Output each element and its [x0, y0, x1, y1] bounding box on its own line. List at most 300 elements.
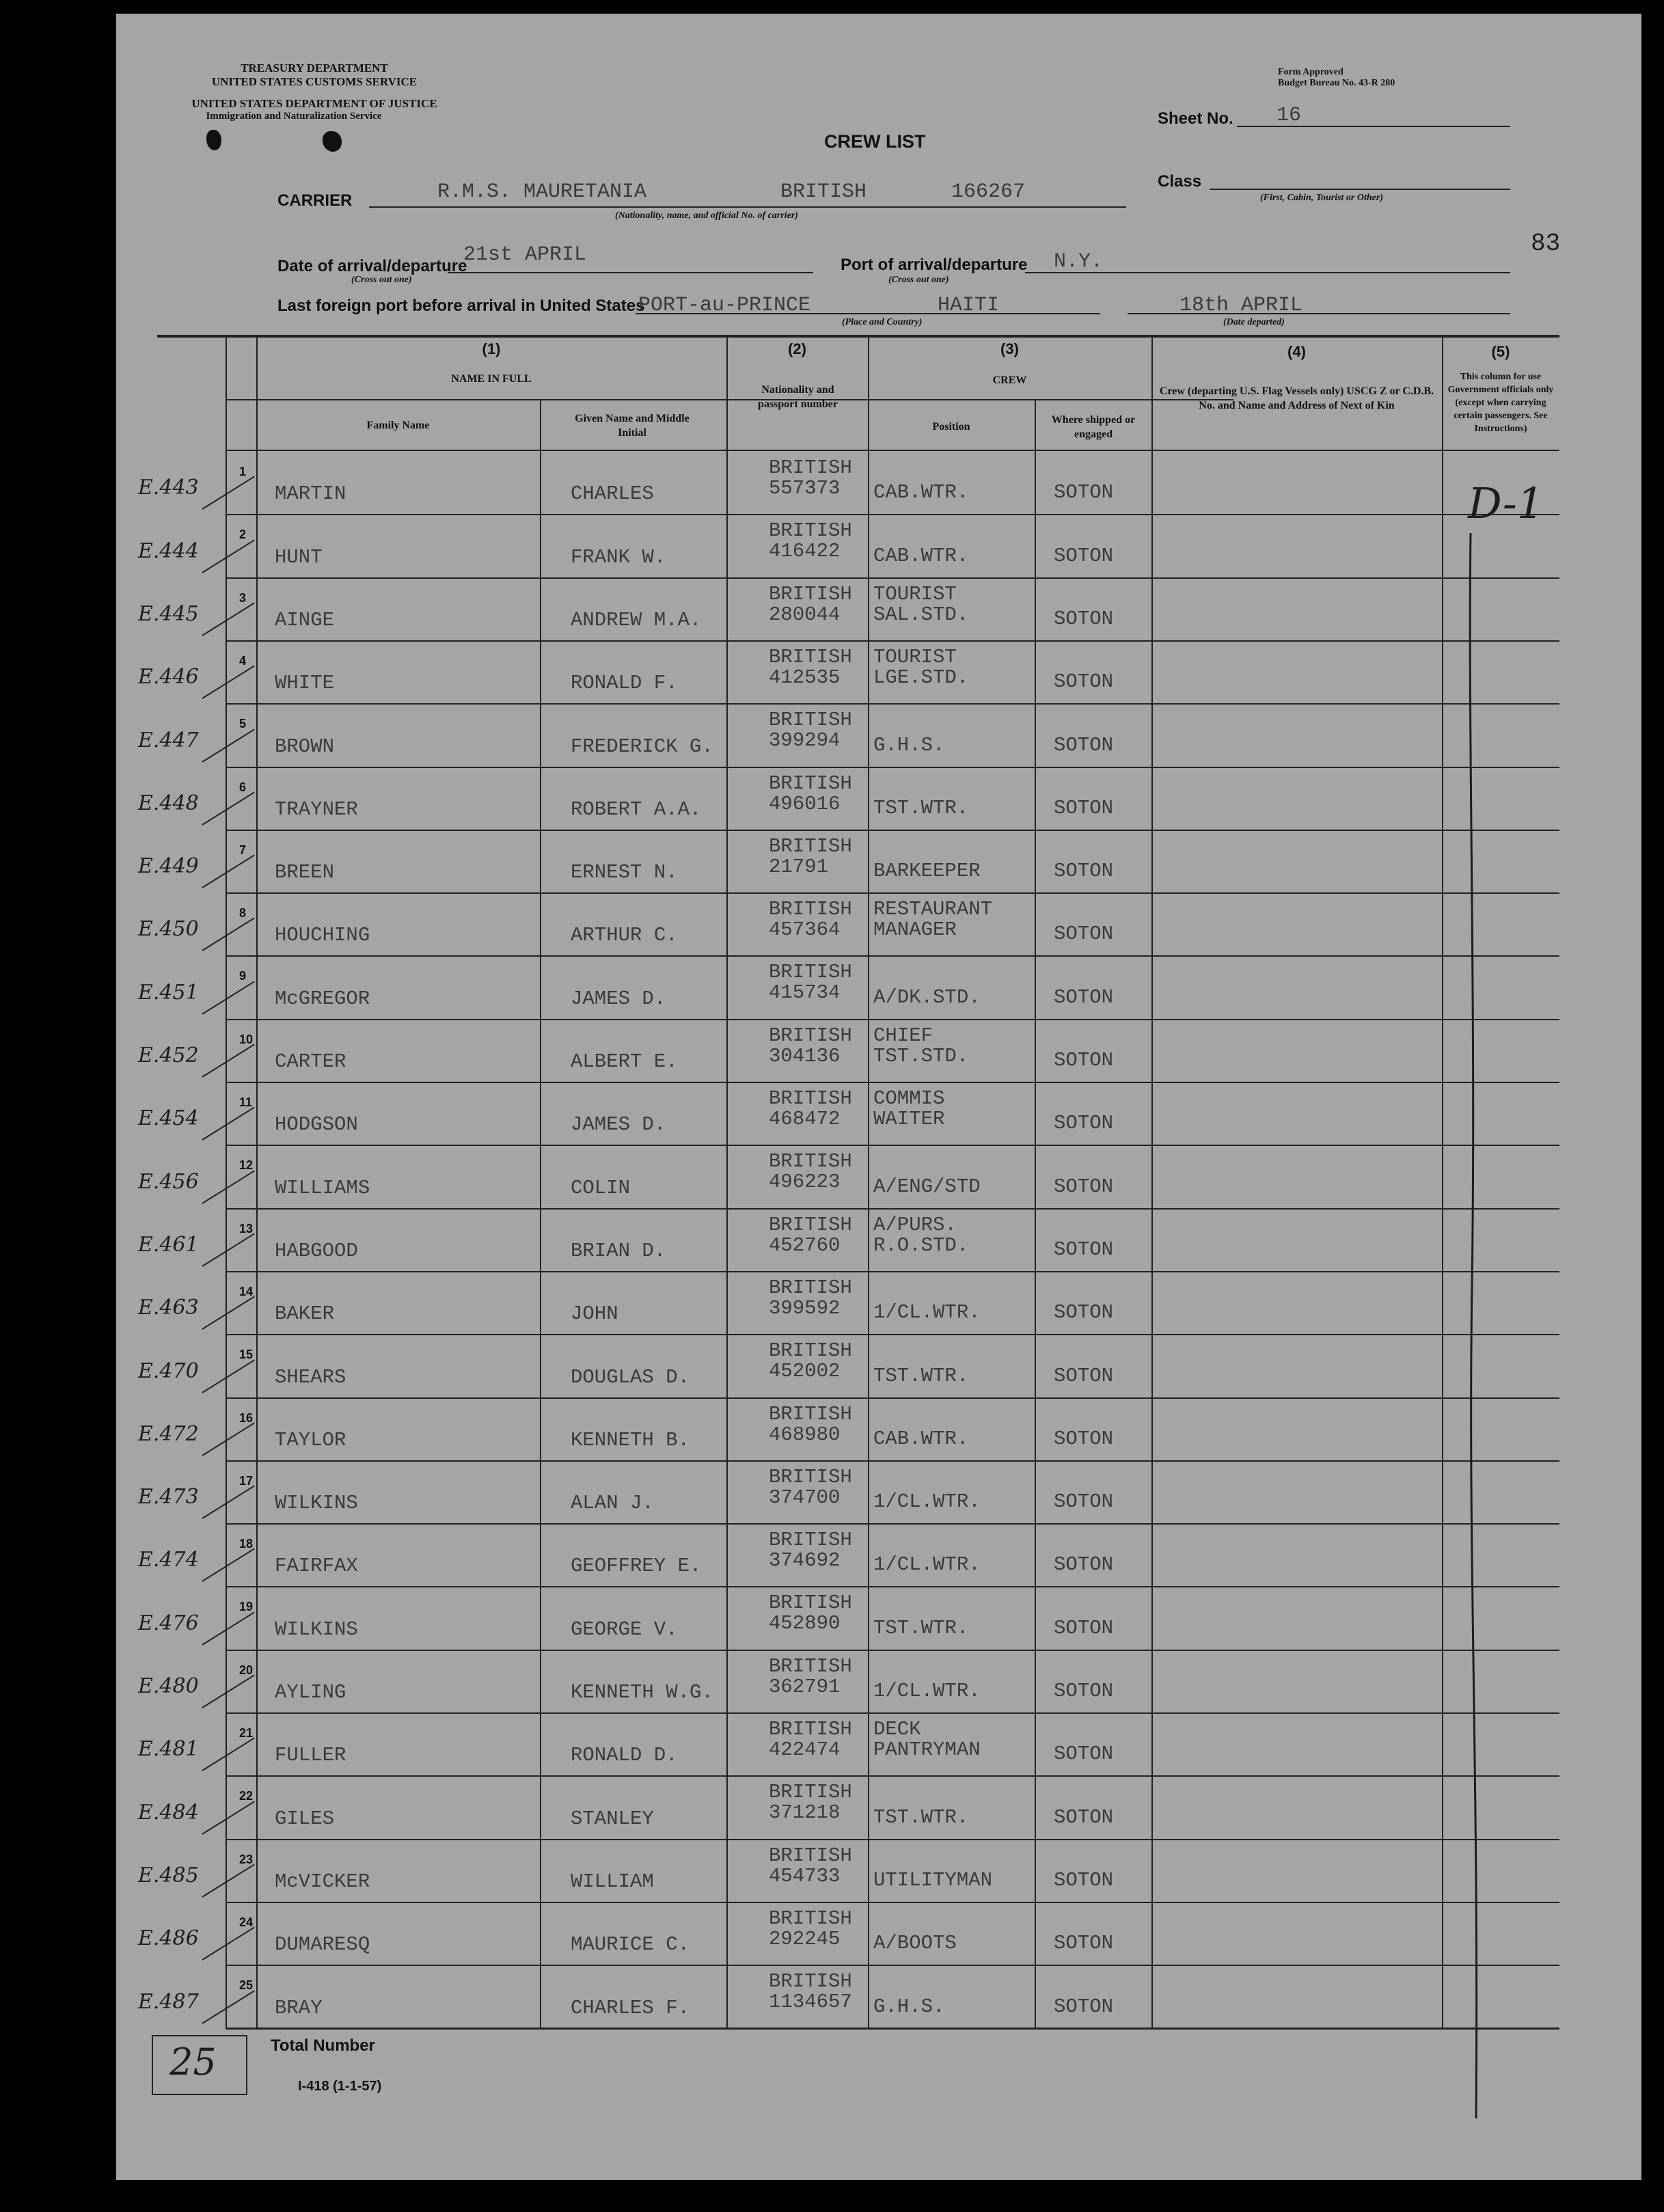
row-number: 7 [239, 843, 247, 857]
carrier-line [369, 206, 1126, 208]
passport-number: 371218 [769, 1801, 841, 1824]
dept-line-4: Immigration and Naturalization Service [206, 111, 382, 122]
family-name: WILKINS [275, 1618, 358, 1641]
col-line-rowno [256, 338, 258, 2027]
dept-line-3: UNITED STATES DEPARTMENT OF JUSTICE [191, 97, 437, 110]
col-line-left [226, 338, 227, 2027]
check-mark [202, 1106, 254, 1140]
where-shipped: SOTON [1054, 481, 1114, 504]
row-rule [226, 1334, 1559, 1335]
col-line-where [1035, 399, 1036, 2027]
row-rule [226, 1650, 1559, 1651]
position-line-2: MANAGER [873, 918, 957, 941]
nationality: BRITISH [769, 772, 852, 795]
carrier-nationality: BRITISH [780, 180, 867, 204]
family-name: TAYLOR [275, 1429, 346, 1451]
passport-number: 452890 [769, 1612, 841, 1635]
row-rule [226, 767, 1559, 768]
family-name: WHITE [275, 672, 335, 694]
col-line-given [540, 399, 541, 2027]
row-rule [226, 1965, 1559, 1966]
nationality: BRITISH [769, 519, 852, 542]
row-reference: E.452 [138, 1043, 199, 1067]
position: G.H.S. [873, 734, 945, 756]
date-departed-caption: (Date departed) [1223, 317, 1285, 327]
where-shipped: SOTON [1054, 1238, 1114, 1261]
col3-title: CREW [992, 374, 1027, 386]
given-name: ANDREW M.A. [571, 609, 702, 631]
check-mark [202, 1043, 254, 1077]
where-shipped: SOTON [1054, 545, 1114, 567]
where-shipped: SOTON [1054, 1869, 1114, 1892]
nationality: BRITISH [769, 646, 852, 668]
position-line-1: TOURIST [873, 646, 957, 668]
sheet-no-label: Sheet No. [1158, 109, 1233, 128]
position: TST.WTR. [873, 1617, 969, 1639]
row-number: 20 [239, 1663, 254, 1677]
given-name: KENNETH W.G. [571, 1681, 713, 1704]
row-rule [226, 703, 1559, 705]
row-reference: E.472 [138, 1422, 199, 1446]
row-reference: E.444 [138, 539, 199, 563]
row-reference: E.461 [138, 1233, 199, 1257]
position-line-1: CHIEF [873, 1024, 933, 1047]
check-mark [202, 1548, 254, 1581]
family-name: HUNT [275, 546, 323, 569]
where-shipped: SOTON [1054, 1617, 1114, 1639]
given-name: STANLEY [571, 1807, 654, 1830]
family-name: AINGE [275, 609, 335, 631]
col5-number: (5) [1491, 343, 1510, 360]
passport-number: 21791 [769, 856, 829, 878]
position: CAB.WTR. [873, 1428, 969, 1450]
sheet-no-value: 16 [1277, 104, 1302, 127]
col4-title: Crew (departing U.S. Flag Vessels only) USCG Z or C.D.B. No. and Name and Address of Next of Kin [1159, 385, 1434, 411]
row-rule [226, 640, 1559, 642]
row-reference: E.470 [138, 1359, 199, 1383]
row-number: 12 [239, 1158, 254, 1172]
position: UTILITYMAN [873, 1869, 993, 1892]
where-shipped: SOTON [1054, 986, 1114, 1009]
col-line-kin [1151, 338, 1153, 2027]
check-mark [202, 728, 254, 762]
last-port-label: Last foreign port before arrival in United States [277, 297, 645, 315]
passport-number: 1134657 [769, 1991, 852, 2013]
where-shipped: SOTON [1054, 734, 1114, 756]
passport-number: 304136 [769, 1045, 841, 1067]
position: A/BOOTS [873, 1932, 957, 1954]
row-reference: E.480 [138, 1674, 199, 1698]
dept-line-2: UNITED STATES CUSTOMS SERVICE [211, 75, 418, 88]
col1-given-header: Given Name and Middle Initial [575, 413, 690, 439]
family-name: McGREGOR [275, 987, 370, 1010]
where-shipped: SOTON [1054, 1490, 1114, 1513]
check-mark [202, 602, 254, 636]
nationality: BRITISH [769, 456, 852, 479]
form-number: I-418 (1-1-57) [298, 2079, 382, 2094]
given-name: RONALD D. [571, 1744, 678, 1766]
where-shipped: SOTON [1054, 1743, 1114, 1765]
position: CAB.WTR. [873, 481, 969, 504]
row-rule [226, 1586, 1559, 1587]
family-name: BROWN [275, 735, 335, 758]
nationality: BRITISH [769, 1150, 852, 1173]
row-number: 10 [239, 1033, 254, 1046]
place-caption: (Place and Country) [842, 317, 923, 327]
row-number: 24 [239, 1915, 254, 1929]
passport-number: 452002 [769, 1360, 841, 1382]
col3-where-header: Where shipped or engaged [1051, 414, 1136, 440]
row-number: 25 [239, 1978, 254, 1992]
row-reference: E.484 [138, 1801, 199, 1825]
row-rule [226, 955, 1559, 957]
check-mark [202, 1674, 254, 1708]
where-shipped: SOTON [1054, 1995, 1114, 2018]
passport-number: 292245 [769, 1928, 841, 1950]
row-reference: E.454 [138, 1106, 199, 1130]
where-shipped: SOTON [1054, 1175, 1114, 1198]
passport-number: 416422 [769, 540, 841, 562]
check-mark [202, 854, 254, 888]
position-line-1: TOURIST [873, 583, 957, 605]
nationality: BRITISH [769, 1592, 852, 1614]
position-line-2: WAITER [873, 1108, 945, 1130]
given-name: CHARLES F. [571, 1997, 690, 2019]
row-number: 13 [239, 1222, 254, 1235]
family-name: MARTIN [275, 482, 346, 505]
position: 1/CL.WTR. [873, 1301, 981, 1324]
family-name: HODGSON [275, 1113, 358, 1136]
passport-number: 452760 [769, 1234, 841, 1257]
where-shipped: SOTON [1054, 1428, 1114, 1450]
family-name: SHEARS [275, 1366, 346, 1389]
row-reference: E.456 [138, 1170, 199, 1194]
passport-number: 280044 [769, 603, 841, 626]
family-name: DUMARESQ [275, 1933, 370, 1956]
arrival-label: Date of arrival/departure [277, 257, 467, 275]
where-shipped: SOTON [1054, 1365, 1114, 1387]
col-line-govt [1442, 338, 1443, 2027]
passport-number: 457364 [769, 918, 841, 941]
check-mark [202, 1485, 254, 1518]
nationality: BRITISH [769, 1718, 852, 1740]
nationality: BRITISH [769, 1529, 852, 1551]
passport-number: 468472 [769, 1108, 841, 1130]
row-reference: E.463 [138, 1296, 199, 1320]
row-number: 18 [239, 1537, 254, 1551]
check-mark [202, 1422, 254, 1456]
nationality: BRITISH [769, 1970, 852, 1993]
col2-title: Nationality and passport number [758, 384, 838, 410]
nationality: BRITISH [769, 1024, 852, 1047]
column5-note: D-1 [1468, 478, 1544, 528]
row-reference: E.447 [138, 728, 199, 752]
row-number: 4 [239, 654, 247, 668]
given-name: GEOFFREY E. [571, 1555, 702, 1577]
given-name: CHARLES [571, 482, 654, 505]
passport-number: 399592 [769, 1297, 841, 1320]
check-mark [202, 1359, 254, 1393]
position-line-2: TST.STD. [873, 1045, 969, 1067]
given-name: MAURICE C. [571, 1933, 690, 1956]
position: TST.WTR. [873, 1806, 969, 1829]
position: TST.WTR. [873, 1365, 969, 1387]
nationality: BRITISH [769, 1403, 852, 1425]
given-name: KENNETH B. [571, 1429, 690, 1451]
row-reference: E.448 [138, 791, 199, 815]
row-number: 22 [239, 1789, 254, 1803]
row-reference: E.450 [138, 917, 199, 941]
given-name: FRANK W. [571, 546, 666, 569]
where-shipped: SOTON [1054, 1680, 1114, 1702]
row-rule [226, 1145, 1559, 1146]
form-approved: Form Approved [1278, 67, 1344, 77]
row-rule [226, 1902, 1559, 1903]
passport-number: 374700 [769, 1486, 841, 1509]
carrier-label: CARRIER [277, 191, 353, 210]
nationality: BRITISH [769, 1276, 852, 1299]
cross-out-caption-1: (Cross out one) [351, 275, 412, 285]
row-number: 3 [239, 591, 247, 605]
nationality: BRITISH [769, 1087, 852, 1110]
row-number: 23 [239, 1853, 254, 1866]
given-name: RONALD F. [571, 672, 678, 694]
row-number: 14 [239, 1285, 254, 1298]
check-mark [202, 1863, 254, 1897]
row-reference: E.451 [138, 981, 199, 1005]
row-number: 8 [239, 906, 247, 920]
position: A/DK.STD. [873, 986, 981, 1009]
class-caption: (First, Cabin, Tourist or Other) [1260, 193, 1383, 203]
row-rule [226, 830, 1559, 831]
position-line-1: DECK [873, 1718, 921, 1740]
where-shipped: SOTON [1054, 1301, 1114, 1324]
row-number: 9 [239, 969, 247, 983]
budget-bureau: Budget Bureau No. 43-R 280 [1278, 78, 1395, 88]
passport-number: 557373 [769, 477, 841, 500]
row-number: 5 [239, 717, 247, 730]
family-name: HOUCHING [275, 924, 370, 946]
given-name: ALAN J. [571, 1492, 654, 1514]
position: CAB.WTR. [873, 545, 969, 567]
where-shipped: SOTON [1054, 1112, 1114, 1134]
position-line-2: LGE.STD. [873, 666, 969, 689]
row-number: 21 [239, 1726, 254, 1740]
row-rule [226, 1397, 1559, 1399]
nationality: BRITISH [769, 835, 852, 858]
row-rule [226, 1271, 1559, 1272]
given-name: ARTHUR C. [571, 924, 678, 946]
arrival-value: 21st APRIL [463, 243, 587, 267]
position: G.H.S. [873, 1995, 945, 2018]
page-title: CREW LIST [824, 131, 926, 152]
passport-number: 374692 [769, 1549, 841, 1572]
row-number: 2 [239, 528, 247, 541]
check-mark [202, 665, 254, 698]
passport-number: 468980 [769, 1423, 841, 1446]
given-name: ALBERT E. [571, 1050, 678, 1073]
total-label: Total Number [271, 2036, 375, 2055]
where-shipped: SOTON [1054, 1553, 1114, 1576]
where-shipped: SOTON [1054, 1932, 1114, 1954]
where-shipped: SOTON [1054, 1049, 1114, 1071]
row-reference: E.443 [138, 476, 199, 500]
corner-number: 83 [1531, 230, 1561, 258]
col1-number: (1) [482, 340, 501, 357]
check-mark [202, 1990, 254, 2023]
row-reference: E.485 [138, 1863, 199, 1887]
position: BARKEEPER [873, 860, 981, 882]
last-port-value: PORT-au-PRINCE [638, 294, 811, 317]
port-label: Port of arrival/departure [841, 256, 1028, 274]
row-reference: E.473 [138, 1485, 199, 1509]
row-reference: E.449 [138, 854, 199, 878]
position-line-2: SAL.STD. [873, 603, 969, 626]
row-rule [226, 2028, 1559, 2030]
last-port-country: HAITI [938, 294, 1000, 317]
family-name: CARTER [275, 1050, 346, 1073]
given-name: FREDERICK G. [571, 735, 713, 758]
carrier-number: 166267 [951, 180, 1026, 204]
nationality: BRITISH [769, 1844, 852, 1867]
given-name: COLIN [571, 1177, 631, 1199]
col4-number: (4) [1287, 343, 1306, 360]
passport-number: 362791 [769, 1676, 841, 1698]
row-rule [226, 1839, 1559, 1840]
nationality: BRITISH [769, 1466, 852, 1488]
nationality: BRITISH [769, 961, 852, 983]
passport-number: 454733 [769, 1865, 841, 1887]
row-number: 16 [239, 1411, 254, 1425]
row-rule [226, 577, 1559, 579]
row-rule [226, 1082, 1559, 1083]
check-mark [202, 539, 254, 573]
row-rule [226, 892, 1559, 894]
where-shipped: SOTON [1054, 607, 1114, 630]
col-line-pos [868, 338, 869, 2027]
given-name: WILLIAM [571, 1870, 654, 1893]
row-number: 15 [239, 1348, 254, 1361]
ink-mark-left [206, 130, 221, 150]
carrier-caption: (Nationality, name, and official No. of carrier) [615, 210, 798, 221]
row-reference: E.486 [138, 1926, 199, 1950]
header-bottom-rule [226, 450, 1559, 451]
col1-family-header: Family Name [366, 420, 430, 431]
row-rule [226, 1208, 1559, 1210]
given-name: BRIAN D. [571, 1240, 666, 1262]
position-line-1: A/PURS. [873, 1214, 957, 1236]
family-name: BAKER [275, 1302, 335, 1325]
date-departed-value: 18th APRIL [1179, 294, 1303, 317]
column5-handwritten-line [1456, 533, 1497, 2125]
row-rule [226, 1523, 1559, 1525]
table-top-rule [157, 335, 1559, 338]
cross-out-caption-2: (Cross out one) [888, 275, 949, 285]
row-number: 17 [239, 1474, 254, 1488]
given-name: GEORGE V. [571, 1618, 678, 1641]
given-name: JOHN [571, 1302, 618, 1325]
nationality: BRITISH [769, 583, 852, 605]
row-number: 11 [239, 1095, 253, 1109]
check-mark [202, 917, 254, 951]
family-name: WILKINS [275, 1492, 358, 1514]
crew-list-sheet [116, 14, 1641, 2180]
nationality: BRITISH [769, 898, 852, 920]
dept-line-1: TREASURY DEPARTMENT [241, 62, 388, 74]
row-rule [226, 1460, 1559, 1462]
position-line-1: RESTAURANT [873, 898, 993, 920]
nationality: BRITISH [769, 1339, 852, 1362]
passport-number: 412535 [769, 666, 841, 689]
family-name: GILES [275, 1807, 335, 1830]
check-mark [202, 1296, 254, 1329]
carrier-name: R.M.S. MAURETANIA [437, 180, 647, 204]
given-name: ROBERT A.A. [571, 798, 702, 821]
check-mark [202, 981, 254, 1014]
row-reference: E.487 [138, 1990, 199, 2014]
where-shipped: SOTON [1054, 797, 1114, 819]
family-name: AYLING [275, 1681, 346, 1704]
check-mark [202, 1737, 254, 1771]
position: TST.WTR. [873, 797, 969, 819]
header-split-rule [226, 399, 1233, 400]
row-rule [226, 1775, 1559, 1777]
row-reference: E.481 [138, 1737, 199, 1761]
col5-title: This column for use Government officials only (except when carrying certain passengers. See Instructions) [1447, 372, 1554, 434]
port-value: N.Y. [1054, 250, 1104, 273]
family-name: FULLER [275, 1744, 346, 1766]
family-name: FAIRFAX [275, 1555, 358, 1577]
position: 1/CL.WTR. [873, 1680, 981, 1702]
arrival-line [448, 272, 813, 273]
total-value: 25 [169, 2040, 217, 2084]
row-reference: E.476 [138, 1611, 199, 1635]
position: 1/CL.WTR. [873, 1553, 981, 1576]
position: 1/CL.WTR. [873, 1490, 981, 1513]
family-name: BRAY [275, 1997, 323, 2019]
col-line-nat [726, 338, 728, 2027]
class-label: Class [1158, 172, 1202, 191]
col2-number: (2) [788, 340, 806, 357]
family-name: WILLIAMS [275, 1177, 370, 1199]
ink-mark-right [323, 131, 342, 152]
col3-number: (3) [1000, 340, 1019, 357]
where-shipped: SOTON [1054, 1806, 1114, 1829]
check-mark [202, 1233, 254, 1266]
row-number: 19 [239, 1600, 254, 1613]
row-reference: E.445 [138, 602, 199, 626]
row-reference: E.446 [138, 665, 199, 689]
passport-number: 422474 [769, 1738, 841, 1761]
position: A/ENG/STD [873, 1175, 981, 1198]
nationality: BRITISH [769, 1214, 852, 1236]
given-name: DOUGLAS D. [571, 1366, 690, 1389]
position-line-1: COMMIS [873, 1087, 945, 1110]
position-line-2: R.O.STD. [873, 1234, 969, 1257]
family-name: BREEN [275, 861, 335, 884]
check-mark [202, 1611, 254, 1645]
given-name: JAMES D. [571, 1113, 666, 1136]
col3-position-header: Position [932, 421, 970, 433]
check-mark [202, 1170, 254, 1203]
nationality: BRITISH [769, 709, 852, 731]
nationality: BRITISH [769, 1655, 852, 1678]
row-rule [226, 1712, 1559, 1714]
check-mark [202, 476, 254, 509]
family-name: HABGOOD [275, 1240, 358, 1262]
nationality: BRITISH [769, 1907, 852, 1930]
passport-number: 496016 [769, 793, 841, 815]
